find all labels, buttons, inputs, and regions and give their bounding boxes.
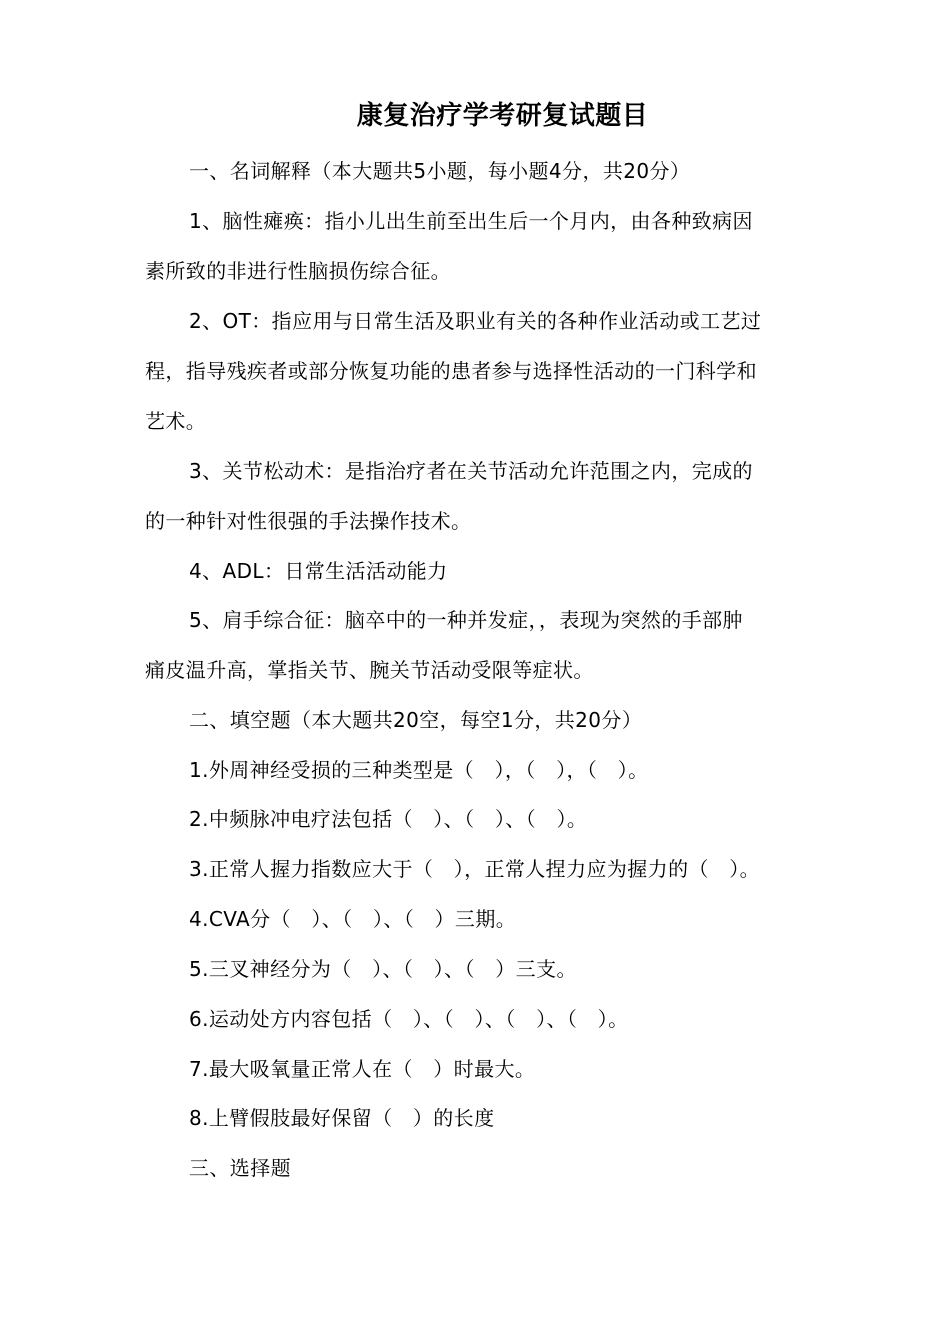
section-heading-multiple-choice: 三、选择题 (189, 1156, 291, 1180)
term-4-line-1: 4、ADL：日常生活活动能力 (189, 559, 448, 583)
fill-in-question-8: 8.上臂假肢最好保留（ ）的长度 (189, 1106, 495, 1130)
term-5-line-2: 痛皮温升高，掌指关节、腕关节活动受限等症状。 (145, 658, 594, 682)
fill-in-question-3: 3.正常人握力指数应大于（ ），正常人捏力应为握力的（ ）。 (189, 857, 761, 881)
fill-in-question-2: 2.中频脉冲电疗法包括（ ）、（ ）、（ ）。 (189, 807, 588, 831)
term-3-line-2: 的一种针对性很强的手法操作技术。 (145, 509, 472, 533)
term-1-line-2: 素所致的非进行性脑损伤综合征。 (145, 259, 451, 283)
fill-in-question-5: 5.三叉神经分为（ ）、（ ）、（ ）三支。 (189, 957, 577, 981)
fill-in-question-7: 7.最大吸氧量正常人在（ ）时最大。 (189, 1057, 536, 1081)
term-2-line-1: 2、OT：指应用与日常生活及职业有关的各种作业活动或工艺过 (189, 309, 762, 333)
page-title: 康复治疗学考研复试题目 (356, 101, 649, 131)
section-heading-fill-in: 二、填空题（本大题共20空，每空1分，共20分） (189, 708, 643, 732)
fill-in-question-1: 1.外周神经受损的三种类型是（ ），（ ），（ ）。 (189, 758, 649, 782)
fill-in-question-6: 6.运动处方内容包括（ ）、（ ）、（ ）、（ ）。 (189, 1007, 629, 1031)
term-2-line-2: 程，指导残疾者或部分恢复功能的患者参与选择性活动的一门科学和 (145, 359, 757, 383)
section-heading-definitions: 一、名词解释（本大题共5小题，每小题4分，共20分） (189, 159, 691, 183)
fill-in-question-4: 4.CVA分（ ）、（ ）、（ ）三期。 (189, 907, 517, 931)
term-2-line-3: 艺术。 (145, 409, 207, 433)
term-1-line-1: 1、脑性瘫痪：指小儿出生前至出生后一个月内，由各种致病因 (189, 209, 753, 233)
term-3-line-1: 3、关节松动术：是指治疗者在关节活动允许范围之内，完成的 (189, 459, 753, 483)
term-5-line-1: 5、肩手综合征：脑卒中的一种并发症，，表现为突然的手部肿 (189, 608, 743, 632)
